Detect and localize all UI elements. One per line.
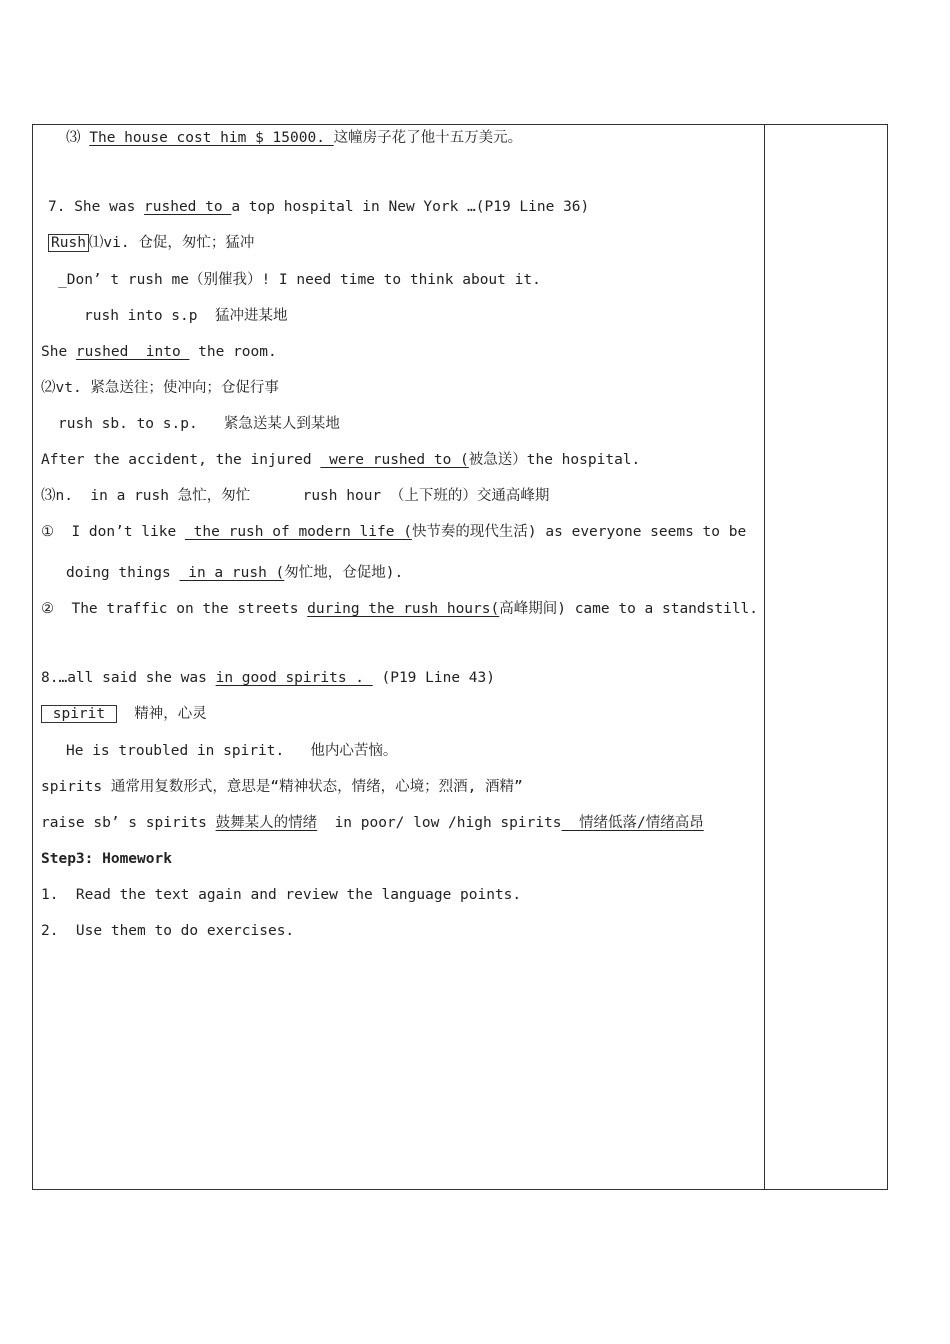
text: ① I don’t like	[41, 524, 185, 540]
text: After the accident, the injured	[41, 452, 321, 468]
text: a top hospital in New York …(P19 Line 36)	[231, 199, 590, 215]
text: in poor/ low /high spirits	[317, 815, 562, 831]
homework-heading: Step3: Homework	[41, 851, 172, 867]
rush-noun-example-1	[41, 522, 746, 542]
text: spirits 通常用复数形式，意思是“精神状态，情绪，心境；烈酒, 酒精”	[41, 779, 523, 795]
underlined-sentence: The house cost him $ 15000.	[89, 130, 334, 146]
text: raise sb’ s spirits	[41, 815, 216, 831]
rush-example-1	[58, 270, 541, 290]
rush-sb-example	[41, 450, 640, 470]
point-8-heading	[41, 668, 495, 688]
rush-noun-example-1-cont	[66, 563, 403, 583]
text: 7. She was	[48, 199, 145, 215]
text: ② The traffic on the streets	[41, 601, 308, 617]
homework-item-2: 2. Use them to do exercises.	[41, 923, 295, 939]
text: 高峰期间) came to a standstill.	[499, 601, 759, 617]
homework-item-1: 1. Read the text again and review the language points.	[41, 887, 522, 903]
example-number: ⑶	[66, 130, 90, 146]
rush-definition-n	[41, 486, 549, 506]
rush-sb-phrase	[58, 414, 340, 434]
rush-noun-example-2	[41, 599, 758, 619]
spirit-definition	[41, 704, 207, 724]
underlined-phrase: 情绪低落/情绪高昂	[561, 815, 704, 831]
spirits-phrases	[41, 813, 704, 833]
rush-definition-vi	[48, 233, 254, 253]
text: rush into s.p 猛冲进某地	[84, 308, 288, 324]
rush-into-example	[41, 342, 277, 362]
underlined-phrase: 鼓舞某人的情绪	[215, 815, 318, 831]
underlined-phrase: rushed into	[75, 344, 190, 360]
underlined-phrase: rushed to	[144, 199, 232, 215]
rush-definition-vt	[41, 378, 279, 398]
text: ⑶n. in a rush 急忙，匆忙 rush hour （上下班的）交通高峰期	[41, 488, 550, 504]
table-column-divider	[764, 124, 765, 1190]
text: ⑴vi. 仓促，匆忙；猛冲	[88, 235, 255, 251]
text: 快节奏的现代生活) as everyone seems to be	[411, 524, 747, 540]
text: 被急送）the hospital.	[468, 452, 641, 468]
text: 精神，心灵	[116, 706, 207, 722]
boxed-word: spirit	[41, 705, 117, 723]
translation: 这幢房子花了他十五万美元。	[333, 130, 523, 146]
text: rush sb. to s.p. 紧急送某人到某地	[58, 416, 340, 432]
text: 8.…all said she was	[41, 670, 216, 686]
spirit-example	[66, 741, 397, 761]
text: He is troubled in spirit. 他内心苦恼。	[66, 743, 398, 759]
point-7-heading	[48, 197, 589, 217]
text: _Don’ t rush me（别催我）! I need time to think about it.	[58, 272, 541, 288]
underlined-phrase: in good spirits .	[215, 670, 373, 686]
text: 匆忙地，仓促地).	[284, 565, 404, 581]
text: ⑵vt. 紧急送往；使冲向；仓促行事	[41, 380, 279, 396]
example-house-cost	[66, 128, 522, 148]
text: (P19 Line 43)	[372, 670, 495, 686]
spirits-note	[41, 777, 523, 797]
rush-into-phrase	[84, 306, 287, 326]
text: She	[41, 344, 76, 360]
underlined-phrase: during the rush hours(	[307, 601, 500, 617]
boxed-word: Rush	[48, 234, 89, 252]
underlined-phrase: the rush of modern life (	[184, 524, 412, 540]
text: doing things	[66, 565, 180, 581]
text: the room.	[189, 344, 277, 360]
underlined-phrase: in a rush (	[179, 565, 285, 581]
underlined-phrase: were rushed to (	[320, 452, 469, 468]
